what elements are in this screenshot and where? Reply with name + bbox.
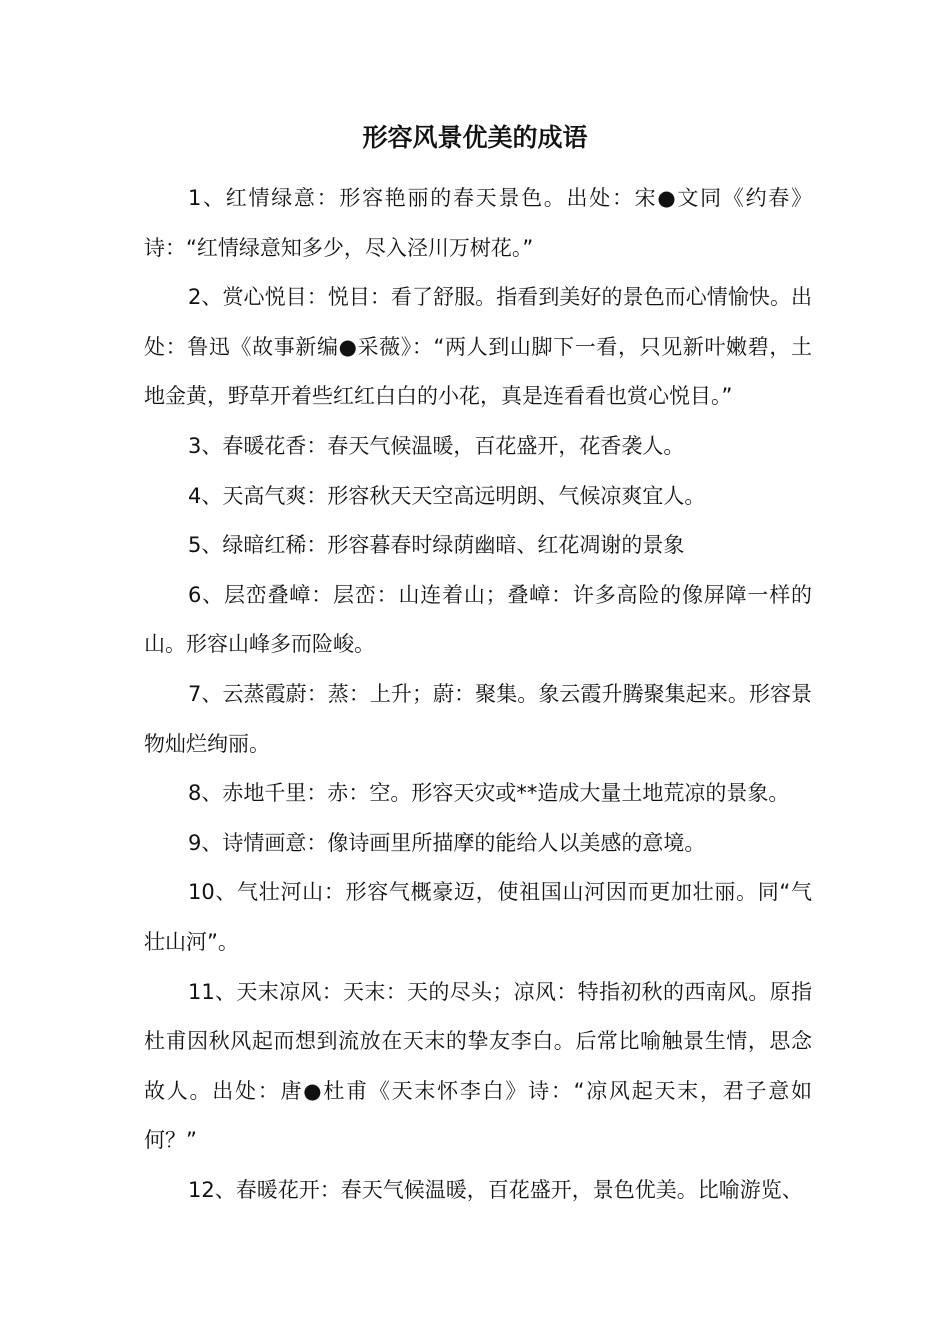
paragraph-2: 2、赏心悦目：悦目：看了舒服。指看到美好的景色而心情愉快。出处：鲁迅《故事新编●采薇》：“两人到山脚下一看，只见新叶嫩碧，土地金黄，野草开着些红红白白的小花，真是连看看也赏心悦目。”: [144, 285, 812, 409]
paragraph-12: 12、春暖花开：春天气候温暖，百花盛开，景色优美。比喻游览、: [188, 1177, 803, 1202]
paragraph-1: 1、红情绿意：形容艳丽的春天景色。出处：宋●文同《约春》诗：“红情绿意知多少，尽入泾川万树花。”: [144, 186, 812, 260]
document-body: [144, 174, 812, 1215]
paragraph-8: 8、赤地千里：赤：空。形容天灾或**造成大量土地荒凉的景象。: [188, 781, 790, 806]
paragraph-3: 3、春暖花香：春天气候温暖，百花盛开，花香袭人。: [188, 433, 685, 458]
paragraph-10: 10、气壮河山：形容气概豪迈，使祖国山河因而更加壮丽。同“气壮山河”。: [144, 880, 812, 954]
paragraph-7: 7、云蒸霞蔚：蒸：上升；蔚：聚集。象云霞升腾聚集起来。形容景物灿烂绚丽。: [144, 681, 812, 756]
paragraph-4: 4、天高气爽：形容秋天天空高远明朗、气候凉爽宜人。: [188, 483, 706, 508]
document-title: 形容风景优美的成语: [362, 123, 588, 152]
paragraph-5: 5、绿暗红稀：形容暮春时绿荫幽暗、红花凋谢的景象: [188, 533, 685, 558]
paragraph-6: 6、层峦叠嶂：层峦：山连着山；叠嶂：许多高险的像屏障一样的山。形容山峰多而险峻。: [144, 582, 812, 657]
paragraph-9: 9、诗情画意：像诗画里所描摩的能给人以美感的意境。: [188, 830, 706, 855]
paragraph-11: 11、天末凉风：天末：天的尽头；凉风：特指初秋的西南风。原指杜甫因秋风起而想到流放在天末的挚友李白。后常比喻触景生情，思念故人。出处：唐●杜甫《天末怀李白》诗：“凉风起天末，君子意如何？”: [144, 979, 812, 1153]
